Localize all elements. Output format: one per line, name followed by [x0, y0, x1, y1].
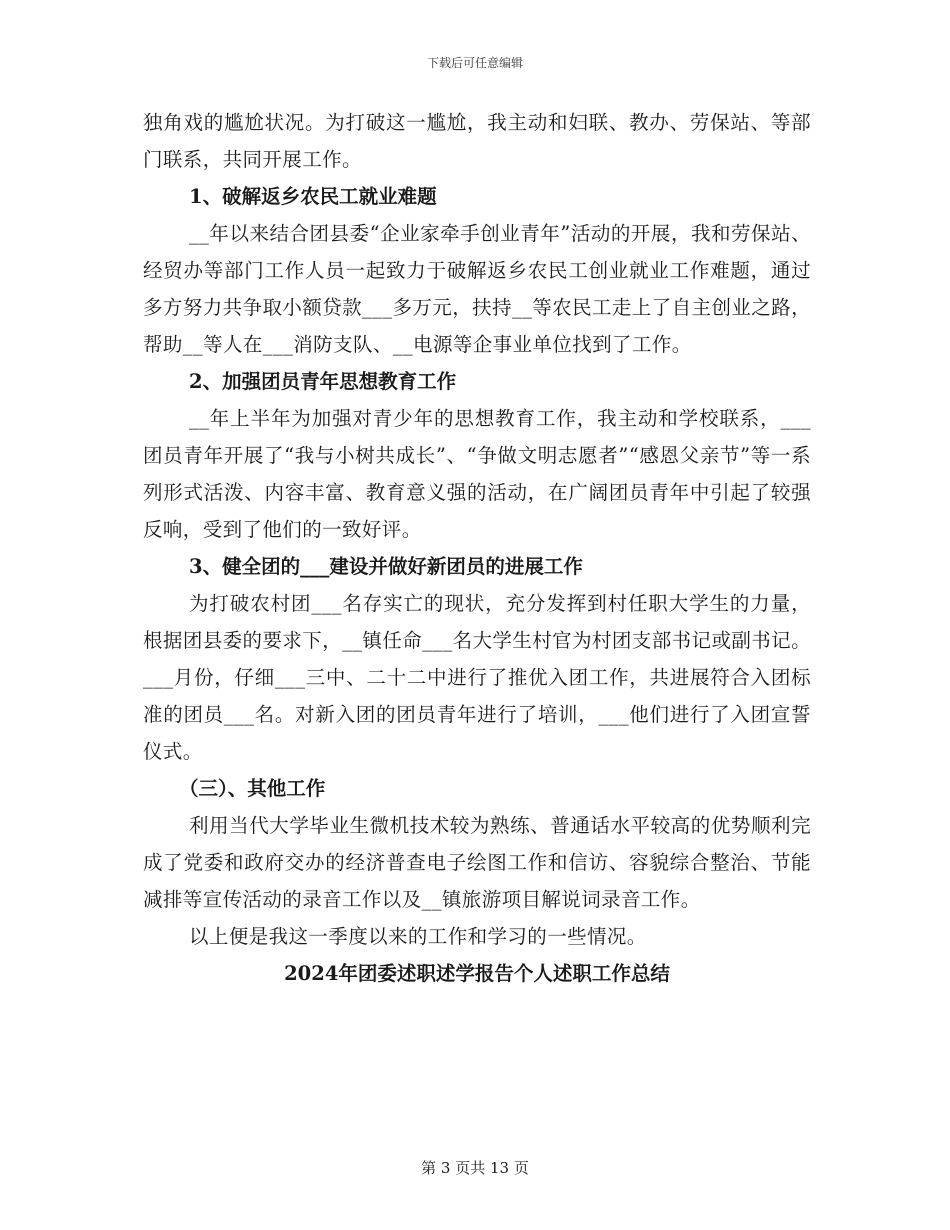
document-body: [143, 104, 811, 992]
page-header: 下载后可任意编辑: [426, 56, 523, 70]
section-heading: （三）、其他工作: [179, 777, 326, 800]
paragraph: 独角戏的尴尬状况。为打破这一尴尬，我主动和妇联、教办、劳保站、等部门联系，共同开展工作。: [143, 111, 811, 171]
paragraph: 利用当代大学毕业生微机技术较为熟练、普通话水平较高的优势顺利完成了党委和政府交办的经济普查电子绘图工作和信访、容貌综合整治、节能减排等宣传活动的录音工作以及__镇旅游项目解说词录音工作。: [143, 814, 811, 911]
section-heading: 3、健全团的___建设并做好新团员的进展工作: [189, 555, 583, 578]
paragraph: __年上半年为加强对青少年的思想教育工作，我主动和学校联系，___团员青年开展了“我与小树共成长”、“争做文明志愿者”“感恩父亲节”等一系列形式活泼、内容丰富、教育意义强的活动，在广阔团员青年中引起了较强反响，受到了他们的一致好评。: [143, 407, 811, 541]
section-heading: 1、破解返乡农民工就业难题: [189, 185, 437, 208]
section-heading: 2、加强团员青年思想教育工作: [189, 370, 457, 393]
page-footer: 第 3 页共 13 页: [421, 1159, 529, 1177]
document-title: 2024年团委述职述学报告个人述职工作总结: [284, 962, 670, 985]
paragraph: 以上便是我这一季度以来的工作和学习的一些情况。: [189, 925, 647, 948]
paragraph: __年以来结合团县委“企业家牵手创业青年”活动的开展，我和劳保站、经贸办等部门工作人员一起致力于破解返乡农民工创业就业工作难题，通过多方努力共争取小额贷款___多万元，扶持__等农民工走上了自主创业之路，帮助__等人在___消防支队、__电源等企事业单位找到了工作。: [143, 222, 811, 356]
paragraph: 为打破农村团___名存实亡的现状，充分发挥到村任职大学生的力量，根据团县委的要求下，__镇任命___名大学生村官为村团支部书记或副书记。___月份，仔细___三中、二十二中进行了推优入团工作，共进展符合入团标准的团员___名。对新入团的团员青年进行了培训，___他们进行了入团宣誓仪式。: [143, 592, 811, 763]
